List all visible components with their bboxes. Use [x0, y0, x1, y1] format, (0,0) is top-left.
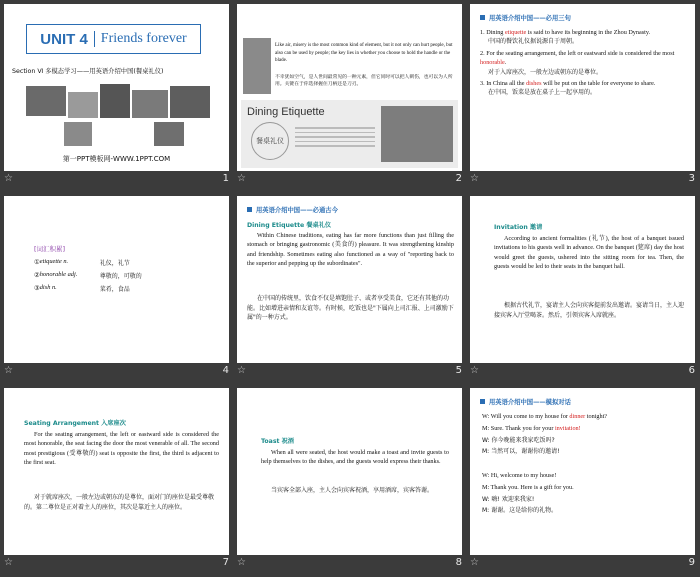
body-text: According to ancient formalities (礼节), the host of a banquet issued invitations to his guests well in advance. On the banquet (筵席) day the host would greet the guests, ushered into the sitting room for tea. Then, the guests would be led to their seats in the banquet hall.: [494, 235, 684, 271]
slide-thumbnail-5[interactable]: [233, 192, 466, 384]
body-cn: 根据古代礼节，宴请主人会向宾客提前发出邀请。宴请当日，主人迎接宾客入厅堂喝茶。然后，引领宾客入席就座。: [494, 302, 685, 319]
slide-thumbnail-6[interactable]: [466, 192, 699, 384]
footer-text: 第一PPT模板网-WWW.1PPT.COM: [62, 155, 171, 163]
sentence-2: 2. For the seating arrangement, the left or eastward side is considered the most honorable. 对于入席座次，一般左边或朝东的是尊位。: [480, 49, 675, 76]
slide-number: 6: [688, 365, 695, 376]
slide-number: 3: [688, 173, 695, 184]
banner-box: [241, 100, 458, 168]
body-text: When all were seated, the host would make a toast and invite guests to help themselves to the dishes, and the guests would express their thanks.: [261, 449, 449, 466]
slide-header: [480, 394, 695, 408]
sentence-3: 3. In China all the dishes will be put on the table for everyone to share. 在中国，饭菜是放在桌子上一起享用的。: [480, 80, 656, 97]
photo-1: [26, 86, 66, 116]
unit-label: UNIT 4: [40, 30, 88, 48]
slide-thumbnail-7[interactable]: [0, 384, 233, 576]
header-text: 用英语介绍中国——模拟对话: [489, 398, 571, 406]
slide-number: 4: [222, 365, 229, 376]
slide-number: 2: [455, 173, 462, 184]
unit-title: Friends forever: [100, 31, 187, 46]
body-cn: 对于就席座次，一般左边或朝东的是尊位，面对门的座位是最受尊敬的。第二尊位是正对着主人的座位，其次是靠近主人的座位。: [24, 494, 215, 511]
star-icon[interactable]: ☆: [470, 173, 479, 184]
slide-thumbnail-2[interactable]: [233, 0, 466, 192]
slide-number: 9: [688, 557, 695, 568]
photo-5: [170, 86, 210, 118]
slide-9-canvas: [470, 388, 695, 555]
slide-thumbnail-3[interactable]: [466, 0, 699, 192]
slide-thumbnail-1[interactable]: [0, 0, 233, 192]
slide-6-canvas: [470, 196, 695, 363]
slide-number: 7: [222, 557, 229, 568]
slide-1-canvas: [4, 4, 229, 171]
photo-7: [154, 122, 184, 146]
body-text: Within Chinese traditions, eating has far more functions than just filling the stomach or bringing gastronomic (美食的) pleasure. It was strengthening kinship and friendship. Sometimes eating also functioned as a way of "reporting back to the superior and pepping up the subordinates".: [247, 232, 454, 268]
dialogue-line: M: 当然可以，谢谢你的邀请!: [482, 448, 560, 456]
photo-2: [68, 92, 98, 118]
dialogue-line: M: Sure. Thank you for your invitation!: [482, 424, 581, 432]
subheading: Dining Etiquette 餐桌礼仪: [247, 222, 332, 229]
slide-header: [247, 202, 462, 216]
photo-6: [64, 122, 92, 146]
slide-3-canvas: [470, 4, 695, 171]
dialogue-line: W: 嗨! 欢迎来我家!: [482, 495, 535, 503]
vocab-list: [34, 258, 214, 297]
section-label: Toast 祝酒: [261, 438, 294, 445]
dialogue-line: W: 你今晚能来我家吃饭吗?: [482, 436, 555, 444]
slide-header: [480, 10, 695, 24]
star-icon[interactable]: ☆: [4, 557, 13, 568]
dialogue-line: M: 谢谢。这是给你的礼物。: [482, 507, 558, 515]
vocab-header: [词汇积累]: [34, 245, 66, 253]
photo-3: [100, 84, 130, 118]
dialogue: [482, 411, 687, 517]
body-cn: 当宾客全部入座，主人会向宾客祝酒，享用酒席，宾客答谢。: [271, 487, 434, 494]
vocab-item: ③ dish n. 菜肴，食品: [34, 284, 130, 293]
slide-number: 8: [455, 557, 462, 568]
slide-4-canvas: [4, 196, 229, 363]
star-icon[interactable]: ☆: [470, 557, 479, 568]
star-icon[interactable]: ☆: [4, 173, 13, 184]
dialogue-spacer: [482, 458, 687, 470]
vocab-item: ① etiquette n. 礼仪，礼节: [34, 258, 130, 267]
header-text: 用英语介绍中国——必用三句: [489, 14, 571, 22]
slide-5-canvas: [237, 196, 462, 363]
dining-photo: [381, 106, 453, 162]
section-label: Section Ⅵ 多模态学习——用英语介绍中国(餐桌礼仪): [12, 68, 164, 75]
slide-7-canvas: [4, 388, 229, 555]
dialogue-line: W: Hi, welcome to my house!: [482, 471, 557, 479]
body-text: For the seating arrangement, the left or eastward side is considered the most honorable, the seat facing the door the most venerable of all. The second most prestigious (受尊敬的) seat is opposite the first, the third is adjacent to the first seat.: [24, 431, 219, 467]
slide-8-canvas: [237, 388, 462, 555]
dialogue-line: W: Will you come to my house for dinner tonight?: [482, 413, 608, 420]
slide-number: 5: [455, 365, 462, 376]
vocab-item: ② honorable adj. 尊敬的，可敬的: [34, 271, 142, 280]
star-icon[interactable]: ☆: [237, 557, 246, 568]
seal-icon: 餐桌礼仪: [251, 122, 289, 160]
banner-text-lines: [295, 124, 375, 162]
quote-en: Like air, misery is the most common kind of element, but it not only can hurt people, but also can be used by people; the key lies in whether you choose to hold the handle or the blade.: [275, 43, 453, 64]
slide-thumbnail-8[interactable]: [233, 384, 466, 576]
photo-4: [132, 90, 168, 118]
star-icon[interactable]: ☆: [4, 365, 13, 376]
quote-cn: 不幸犹如空气，是人世间最常见的一种元素，但它同时可以把人刺伤，也可以为人所用。关键在于你选择握住刀柄还是刀刃。: [275, 75, 453, 88]
star-icon[interactable]: ☆: [237, 365, 246, 376]
star-icon[interactable]: ☆: [470, 365, 479, 376]
section-label: Invitation 邀请: [494, 224, 543, 231]
banner-title: Dining Etiquette: [247, 106, 325, 118]
star-icon[interactable]: ☆: [237, 173, 246, 184]
slide-thumbnail-4[interactable]: [0, 192, 233, 384]
title-box: [26, 24, 201, 54]
sentence-list: [480, 28, 685, 98]
sentence-1: 1. Dining etiquette is said to have its beginning in the Zhou Dynasty. 中国的餐饮礼仪据说源自于周朝。: [480, 29, 651, 46]
dialogue-line: M: Thank you. Here is a gift for you.: [482, 483, 574, 491]
slide-number: 1: [222, 173, 229, 184]
slide-thumbnail-9[interactable]: [466, 384, 699, 576]
slide-2-canvas: [237, 4, 462, 171]
section-label: Seating Arrangement 入席座次: [24, 420, 126, 427]
decor-image: [243, 38, 271, 94]
body-cn: 在中国的传统里，饮食不仅是填饱肚子、或者享受美食，它还有其他的功能。比如增进亲情和友谊等。有时候，吃饭也是"下属向上司汇报、上司激励下属"的一种方式。: [247, 295, 454, 322]
header-text: 用英语介绍中国——必通古今: [256, 206, 338, 214]
